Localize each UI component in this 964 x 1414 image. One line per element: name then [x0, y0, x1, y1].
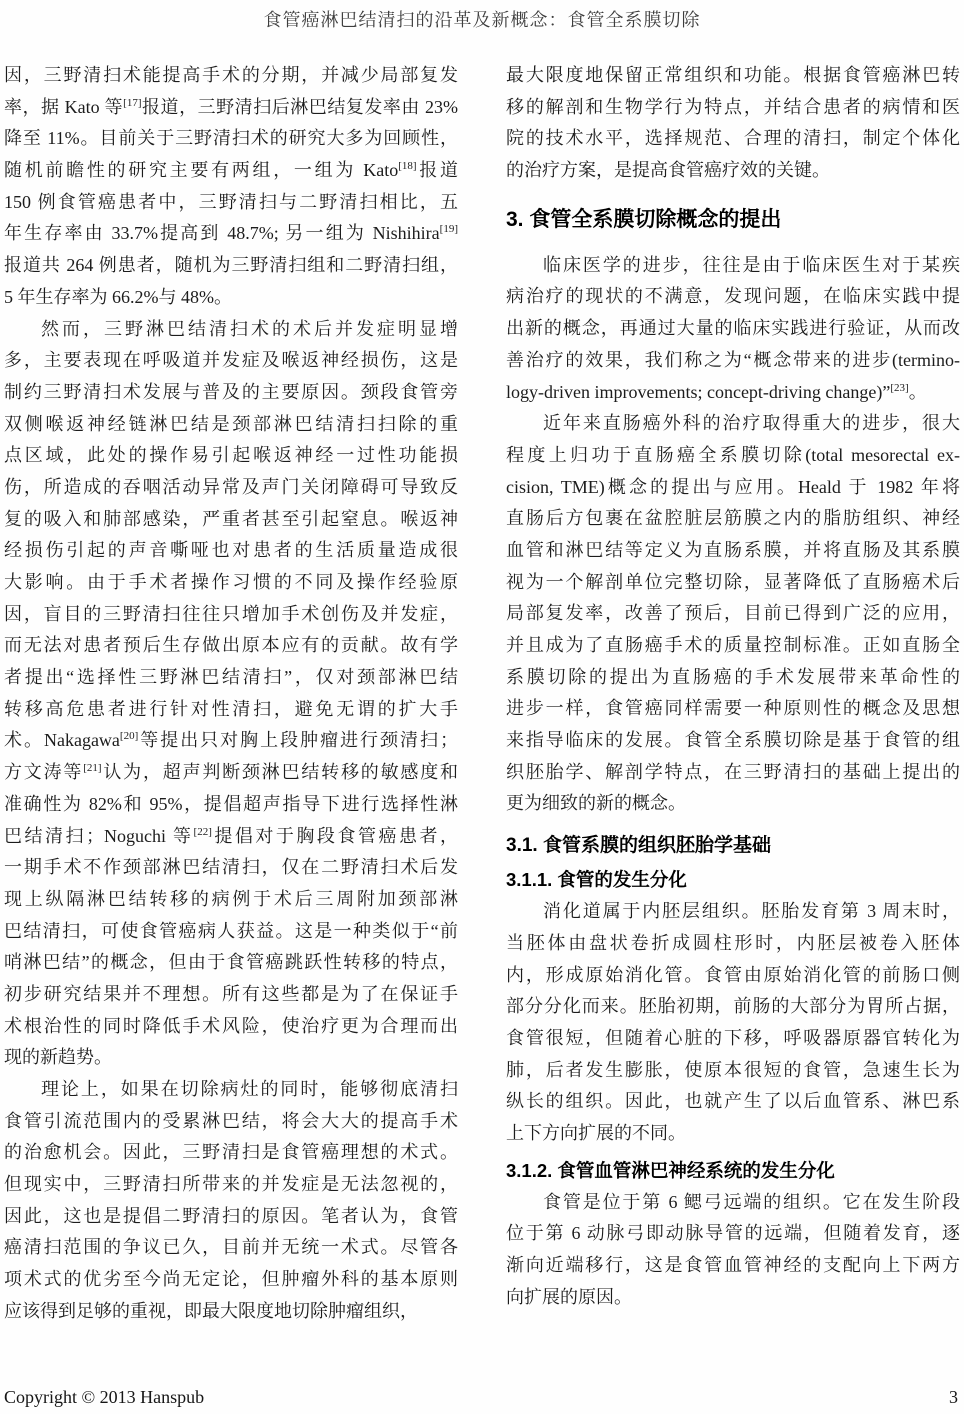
text-line: 院的技术水平，选择规范、合理的清扫，制定个体化	[506, 128, 960, 149]
page-number: 3	[949, 1387, 958, 1407]
text-line: 多，主要表现在呼吸道并发症及喉返神经损伤，这是	[4, 350, 458, 371]
paragraph	[4, 60, 458, 314]
text-line: 大影响。由于手术者操作习惯的不同及操作经验原	[4, 572, 458, 592]
citation-ref: [18]	[398, 160, 417, 173]
text-line: 肺，后者发生膨胀，使原本很短的食管，急速生长为	[506, 1059, 960, 1080]
text-line: 食管是位于第 6 鳃弓远端的组织。它在发生阶段	[543, 1191, 960, 1212]
copyright-text: Copyright © 2013 Hanspub	[4, 1387, 205, 1407]
text-line: 5 年生存率为 66.2%与 48%。	[4, 286, 232, 307]
two-column-body	[4, 60, 960, 1328]
text-line: 移的解剖和生物学行为特点，并结合患者的病情和医	[506, 96, 960, 117]
text-line: 现上纵隔淋巴结转移的病例于术后三周附加颈部淋	[4, 888, 458, 909]
text-line: 因，盲目的三野清扫往往只增加手术创伤及并发症，	[4, 603, 458, 624]
citation-ref: [22]	[193, 825, 212, 838]
text-line: 向扩展的原因。	[506, 1286, 632, 1307]
text-line: 伤，所造成的吞咽活动异常及声门关闭障碍可导致反	[4, 476, 458, 497]
paragraph	[4, 1074, 458, 1328]
text-line: 程度上归功于直肠癌全系膜切除(total mesorectal ex-	[506, 444, 960, 465]
paragraph	[4, 314, 458, 1075]
text-line: cision, TME)概念的提出与应用。Heald 于 1982 年将	[506, 476, 960, 497]
text-line: 因，三野清扫术能提高手术的分期，并减少局部复发	[4, 65, 458, 85]
text-line: 消化道属于内胚层组织。胚胎发育第 3 周末时，	[543, 901, 960, 922]
text-line: 150 例食管癌患者中，三野清扫与二野清扫相比，五	[4, 191, 458, 212]
text-line: 准确性为 82%和 95%，提倡超声指导下进行选择性淋	[4, 793, 458, 814]
text-line: 者提出“选择性三野淋巴结清扫”，仅对颈部淋巴结	[4, 667, 458, 688]
citation-ref: [21]	[83, 762, 102, 775]
text-line: 随机前瞻性的研究主要有两组，一组为 Kato[18]报道	[4, 160, 458, 181]
text-line: 巴结清扫，可使食管癌病人获益。这是一种类似于“前	[4, 920, 458, 941]
paragraph	[506, 250, 960, 408]
text-line: 上下方向扩展的不同。	[506, 1122, 686, 1143]
text-line: 系膜切除的提出为直肠癌的手术发展带来革命性的	[506, 666, 960, 687]
text-line: 制约三野清扫术发展与普及的主要原因。颈段食管旁	[4, 381, 458, 402]
text-line: 的治愈机会。因此，三野清扫是食管癌理想的术式。	[4, 1142, 458, 1163]
text-line: 部分分化而来。胚胎初期，前肠的大部分为胃所占据，	[506, 996, 960, 1017]
text-line: 年生存率由 33.7%提高到 48.7%; 另一组为 Nishihira[19]	[4, 223, 458, 244]
text-line: 应该得到足够的重视，即最大限度地切除肿瘤组织，	[4, 1300, 418, 1321]
text-line: 复的吸入和肺部感染，严重者甚至引起窒息。喉返神	[4, 508, 458, 529]
text-line: 一期手术不作颈部淋巴结清扫，仅在二野清扫术后发	[4, 857, 458, 878]
paragraph	[506, 60, 960, 187]
text-line: 位于第 6 动脉弓即动脉导管的远端，但随着发育，逐	[506, 1223, 960, 1244]
text-line: 癌清扫范围的争议已久，目前并无统一术式。尽管各	[4, 1237, 458, 1258]
column-left	[4, 60, 458, 1328]
text-line: 并且成为了直肠癌手术的质量控制标准。正如直肠全	[506, 635, 960, 655]
text-line: 方文涛等[21]认为，超声判断颈淋巴结转移的敏感度和	[4, 762, 458, 783]
text-line: 报道共 264 例患者，随机为三野清扫组和二野清扫组，	[4, 255, 458, 276]
text-line: 因此，这也是提倡二野清扫的原因。笔者认为，食管	[4, 1205, 458, 1226]
text-line: 最大限度地保留正常组织和功能。根据食管癌淋巴转	[506, 65, 960, 85]
section-heading: 3.1.2. 食管血管淋巴神经系统的发生分化	[506, 1159, 835, 1181]
section-heading: 3.1.1. 食管的发生分化	[506, 869, 687, 891]
text-line: 局部复发率，改善了预后，目前已得到广泛的应用，	[506, 603, 960, 624]
column-right	[506, 60, 960, 1328]
text-line: logy-driven improvements; concept-driving change)”[23]。	[506, 381, 927, 402]
text-line: 转移高危患者进行针对性清扫，避免无谓的扩大手	[4, 698, 458, 719]
text-line: 哨淋巴结”的概念，但由于食管癌跳跃性转移的特点，	[4, 952, 458, 973]
text-line: 然而，三野淋巴结清扫术的术后并发症明显增	[41, 318, 458, 339]
text-line: 善治疗的效果，我们称之为“概念带来的进步(termino-	[506, 349, 960, 370]
text-line: 渐向近端移行，这是食管血管神经的支配向上下两方	[506, 1255, 960, 1275]
text-line: 理论上，如果在切除病灶的同时，能够彻底清扫	[41, 1079, 458, 1099]
text-line: 初步研究结果并不理想。所有这些都是为了在保证手	[4, 983, 458, 1004]
section-heading: 3. 食管全系膜切除概念的提出	[506, 207, 782, 231]
text-line: 经损伤引起的声音嘶哑也对患者的生活质量造成很	[4, 540, 458, 561]
page-footer	[4, 1387, 958, 1408]
text-line: 织胚胎学、解剖学特点，在三野清扫的基础上提出的	[506, 761, 960, 782]
text-line: 直肠后方包裹在盆腔脏层筋膜之内的脂肪组织、神经	[506, 508, 960, 529]
text-line: 而无法对患者预后生存做出原本应有的贡献。故有学	[4, 635, 458, 656]
citation-ref: [17]	[123, 96, 142, 109]
text-line: 双侧喉返神经链淋巴结是颈部淋巴结清扫扫除的重	[4, 413, 458, 434]
text-line: 术根治性的同时降低手术风险，使治疗更为合理而出	[4, 1015, 458, 1036]
text-line: 内，形成原始消化管。食管由原始消化管的前肠口侧	[506, 964, 960, 985]
text-line: 纵长的组织。因此，也就产生了以后血管系、淋巴系	[506, 1091, 960, 1112]
paragraph	[506, 1187, 960, 1314]
text-line: 但现实中，三野清扫所带来的并发症是无法忽视的，	[4, 1174, 458, 1195]
text-line: 现的新趋势。	[4, 1047, 112, 1068]
text-line: 项术式的优劣至今尚无定论，但肿瘤外科的基本原则	[4, 1269, 458, 1290]
text-line: 视为一个解剖单位完整切除，显著降低了直肠癌术后	[506, 571, 960, 592]
text-line: 血管和淋巴结等定义为直肠系膜，并将直肠及其系膜	[506, 539, 960, 560]
text-line: 更为细致的新的概念。	[506, 793, 686, 814]
citation-ref: [19]	[439, 223, 458, 236]
text-line: 出新的概念，再通过大量的临床实践进行验证，从而改	[506, 318, 960, 339]
text-line: 食管很短，但随着心脏的下移，呼吸器原器官转化为	[506, 1027, 960, 1048]
text-line: 食管引流范围内的受累淋巴结，将会大大的提高手术	[4, 1110, 458, 1131]
paragraph	[506, 408, 960, 820]
section-heading: 3.1. 食管系膜的组织胚胎学基础	[506, 835, 771, 857]
text-line: 的治疗方案，是提高食管癌疗效的关键。	[506, 160, 830, 181]
text-line: 点区域，此处的操作易引起喉返神经一过性功能损	[4, 445, 458, 466]
text-line: 临床医学的进步，往往是由于临床医生对于某疾	[543, 254, 960, 275]
citation-ref: [23]	[890, 381, 909, 394]
text-line: 当胚体由盘状卷折成圆柱形时，内胚层被卷入胚体	[506, 932, 960, 953]
text-line: 巴结清扫；Noguchi 等[22]提倡对于胸段食管癌患者，	[4, 825, 458, 846]
text-line: 术。Nakagawa[20]等提出只对胸上段肿瘤进行颈清扫；	[4, 730, 458, 751]
citation-ref: [20]	[119, 730, 139, 743]
page-title: 食管癌淋巴结清扫的沿革及新概念：食管全系膜切除	[263, 10, 701, 30]
paragraph	[506, 896, 960, 1150]
text-line: 近年来直肠癌外科的治疗取得重大的进步，很大	[543, 413, 960, 434]
text-line: 进步一样，食管癌同样需要一种原则性的概念及思想	[506, 698, 960, 719]
text-line: 病治疗的现状的不满意，发现问题，在临床实践中提	[506, 286, 960, 307]
text-line: 率，据 Kato 等[17]报道，三野清扫后淋巴结复发率由 23%	[4, 96, 458, 117]
text-line: 降至 11%。目前关于三野清扫术的研究大多为回顾性，	[4, 128, 458, 149]
text-line: 来指导临床的发展。食管全系膜切除是基于食管的组	[506, 730, 960, 751]
